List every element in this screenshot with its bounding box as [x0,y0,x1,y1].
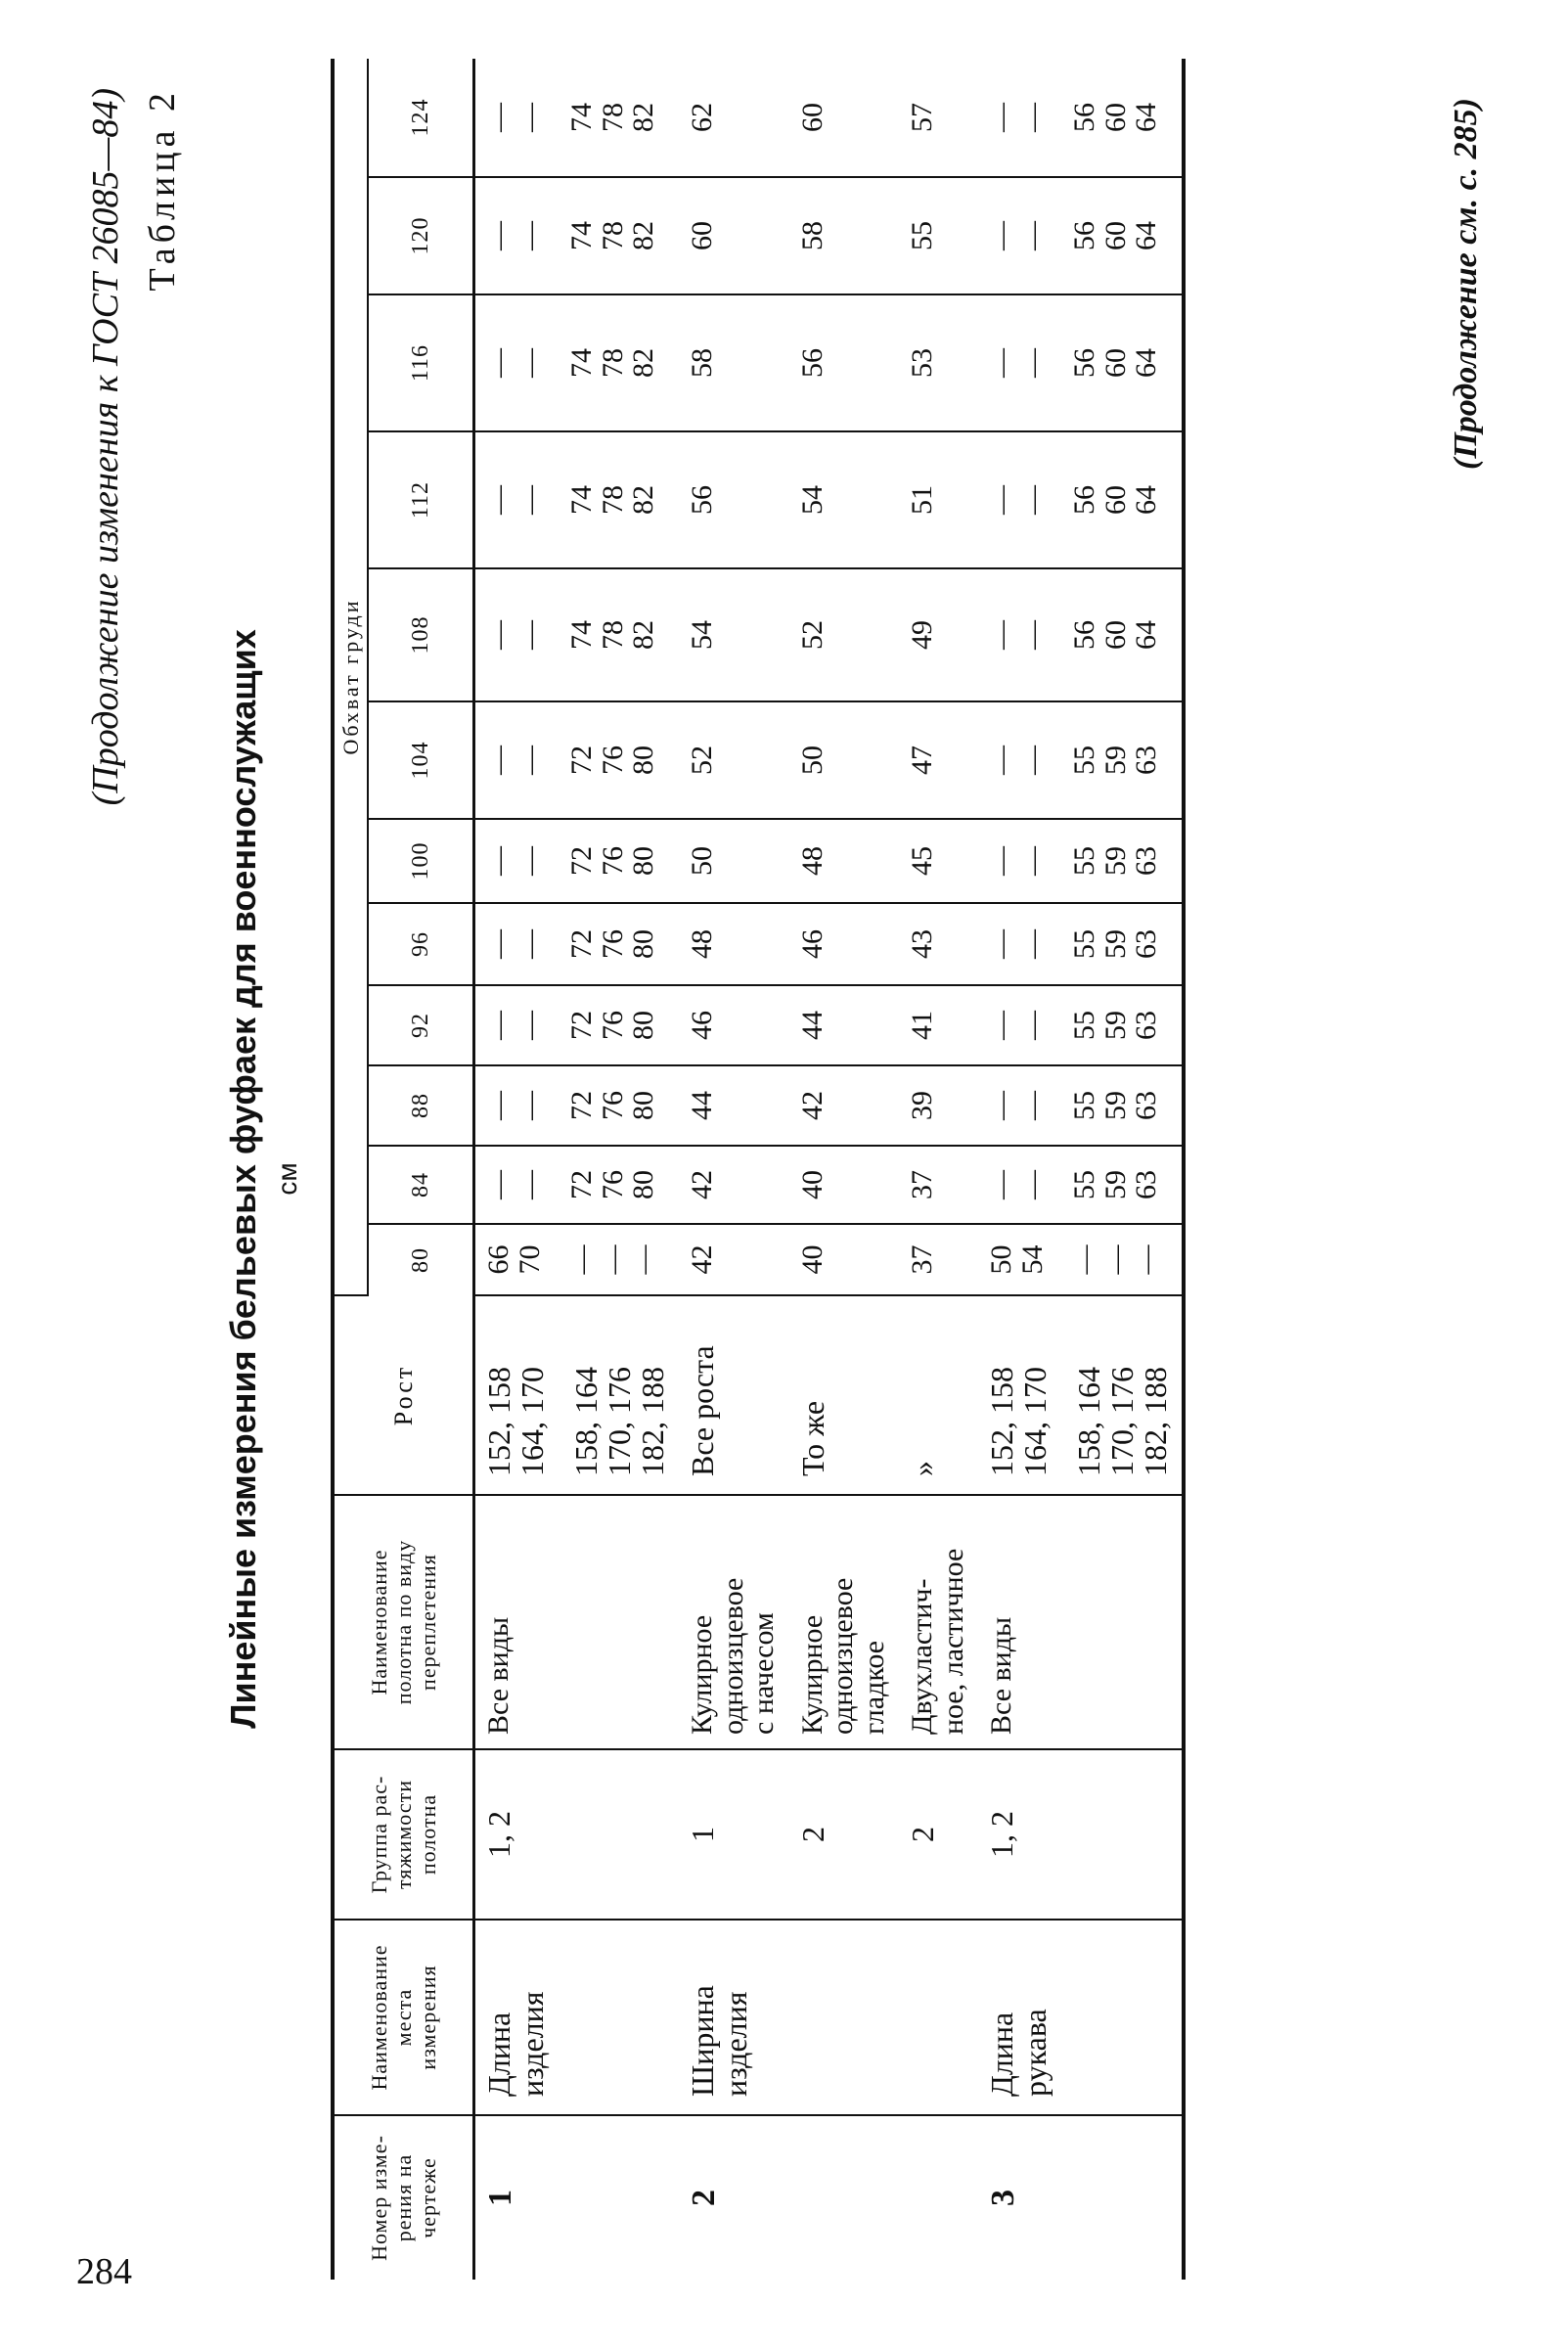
stretch-group: 1 [679,1749,789,1920]
size-value: — — 72 76 80 [474,701,679,819]
fabric-name: Все виды [978,1495,1184,1749]
table-row [899,59,978,2280]
size-value: 41 [899,985,978,1065]
size-value: 46 [679,985,789,1065]
size-value: 54 [679,568,789,701]
header-size-96: 96 [368,903,474,985]
size-value: 40 [789,1224,900,1295]
measure-number: 3 [978,2115,1184,2280]
height-value: » [899,1295,978,1495]
size-value: 60 [789,59,900,177]
size-value: 48 [679,903,789,985]
rotated-page-content [68,78,1516,2280]
size-value: — — 55 59 63 [978,701,1184,819]
size-value: 37 [899,1146,978,1224]
size-value: — — 56 60 64 [978,59,1184,177]
measure-place [899,1920,978,2115]
header-size-108: 108 [368,568,474,701]
size-value: 52 [679,701,789,819]
header-fabric-name: Наименование полотна по виду переплетения [333,1495,474,1749]
measurements-table [331,59,1186,2280]
size-value: — — 74 78 82 [474,568,679,701]
measure-place: Длина рукава [978,1920,1184,2115]
size-value: 40 [789,1146,900,1224]
stretch-group: 1, 2 [978,1749,1184,1920]
header-size-100: 100 [368,819,474,903]
size-value: — — 55 59 63 [978,985,1184,1065]
table-label: Таблица 2 [142,88,183,292]
unit-label: см [272,1162,302,1196]
header-measure-place: Наименование места измерения [333,1920,474,2115]
header-size-84: 84 [368,1146,474,1224]
table-row [978,59,1184,2280]
size-value: 44 [679,1065,789,1146]
size-value: — — 56 60 64 [978,568,1184,701]
measure-number: 2 [686,2190,723,2206]
size-value: 55 [899,177,978,294]
header-stretch-group: Группа рас- тяжимости полотна [333,1749,474,1920]
size-value: — — 74 78 82 [474,59,679,177]
page-number: 284 [76,2251,132,2292]
size-value: 49 [899,568,978,701]
header-size-88: 88 [368,1065,474,1146]
table-row [474,59,679,2280]
size-value: 48 [789,819,900,903]
size-value: 58 [679,294,789,431]
fabric-name: Кулирное одноизцевое с начесом [679,1495,789,1749]
header-size-80: 80 [368,1224,474,1295]
size-value: 56 [789,294,900,431]
size-value: 52 [789,568,900,701]
size-value: — — 55 59 63 [978,903,1184,985]
stretch-group: 2 [789,1749,900,1920]
measure-place [789,1920,900,2115]
stretch-group: 1, 2 [474,1749,679,1920]
size-value: — — 55 59 63 [978,819,1184,903]
continuation-footer: (Продолжение см. с. 285) [1448,98,1484,470]
fabric-name: Все виды [474,1495,679,1749]
measure-number [789,2115,900,2280]
continuation-header: (Продолжение изменения к ГОСТ 26085—84) [85,88,126,806]
header-size-120: 120 [368,177,474,294]
size-value: 57 [899,59,978,177]
header-size-116: 116 [368,294,474,431]
size-value: — — 56 60 64 [978,294,1184,431]
size-value: — — 55 59 63 [978,1146,1184,1224]
size-value: 54 [789,431,900,568]
size-value: 66 70 — — — [474,1224,679,1295]
size-value: 56 [679,431,789,568]
size-value: 42 [679,1224,789,1295]
size-value: 50 [789,701,900,819]
size-value: 50 54 — — — [978,1224,1184,1295]
fabric-name: Кулирное одноизцевое гладкое [789,1495,900,1749]
header-size-124: 124 [368,59,474,177]
measure-place: Длина изделия [474,1920,679,2115]
height-value: То же [789,1295,900,1495]
size-value: — — 72 76 80 [474,819,679,903]
header-height: Рост [333,1295,474,1495]
measure-place: Ширина изделия [679,1920,789,2115]
size-value: 62 [679,59,789,177]
height-value: Все роста [679,1295,789,1495]
size-value: — — 56 60 64 [978,431,1184,568]
table-title: Линейные измерения бельевых фуфаек для военнослужащих [223,629,263,1729]
size-value: 47 [899,701,978,819]
size-value: — — 74 78 82 [474,294,679,431]
size-value: 50 [679,819,789,903]
header-size-112: 112 [368,431,474,568]
size-value: — — 74 78 82 [474,431,679,568]
size-value: 42 [679,1146,789,1224]
measure-number: 1 [482,2190,519,2206]
size-value: 51 [899,431,978,568]
size-value: — — 72 76 80 [474,903,679,985]
size-value: — — 56 60 64 [978,177,1184,294]
table-row [679,59,789,2280]
size-value: 42 [789,1065,900,1146]
header-measure-number: Номер изме- рения на чертеже [333,2115,474,2280]
stretch-group: 2 [899,1749,978,1920]
size-value: — — 72 76 80 [474,985,679,1065]
size-value: 46 [789,903,900,985]
height-value: 152, 158 164, 170 158, 164 170, 176 182, 188 [978,1295,1184,1495]
size-value: 53 [899,294,978,431]
header-chest-girth: Обхват груди [333,59,368,1295]
measure-number [899,2115,978,2280]
header-size-92: 92 [368,985,474,1065]
size-value: 39 [899,1065,978,1146]
size-value: — — 72 76 80 [474,1146,679,1224]
size-value: 60 [679,177,789,294]
table-row [789,59,900,2280]
height-value: 152, 158 164, 170 158, 164 170, 176 182, 188 [474,1295,679,1495]
size-value: 58 [789,177,900,294]
size-value: — — 74 78 82 [474,177,679,294]
header-size-104: 104 [368,701,474,819]
size-value: 37 [899,1224,978,1295]
size-value: 45 [899,819,978,903]
size-value: — — 72 76 80 [474,1065,679,1146]
fabric-name: Двухластич- ное, ластичное [899,1495,978,1749]
size-value: 44 [789,985,900,1065]
size-value: — — 55 59 63 [978,1065,1184,1146]
size-value: 43 [899,903,978,985]
